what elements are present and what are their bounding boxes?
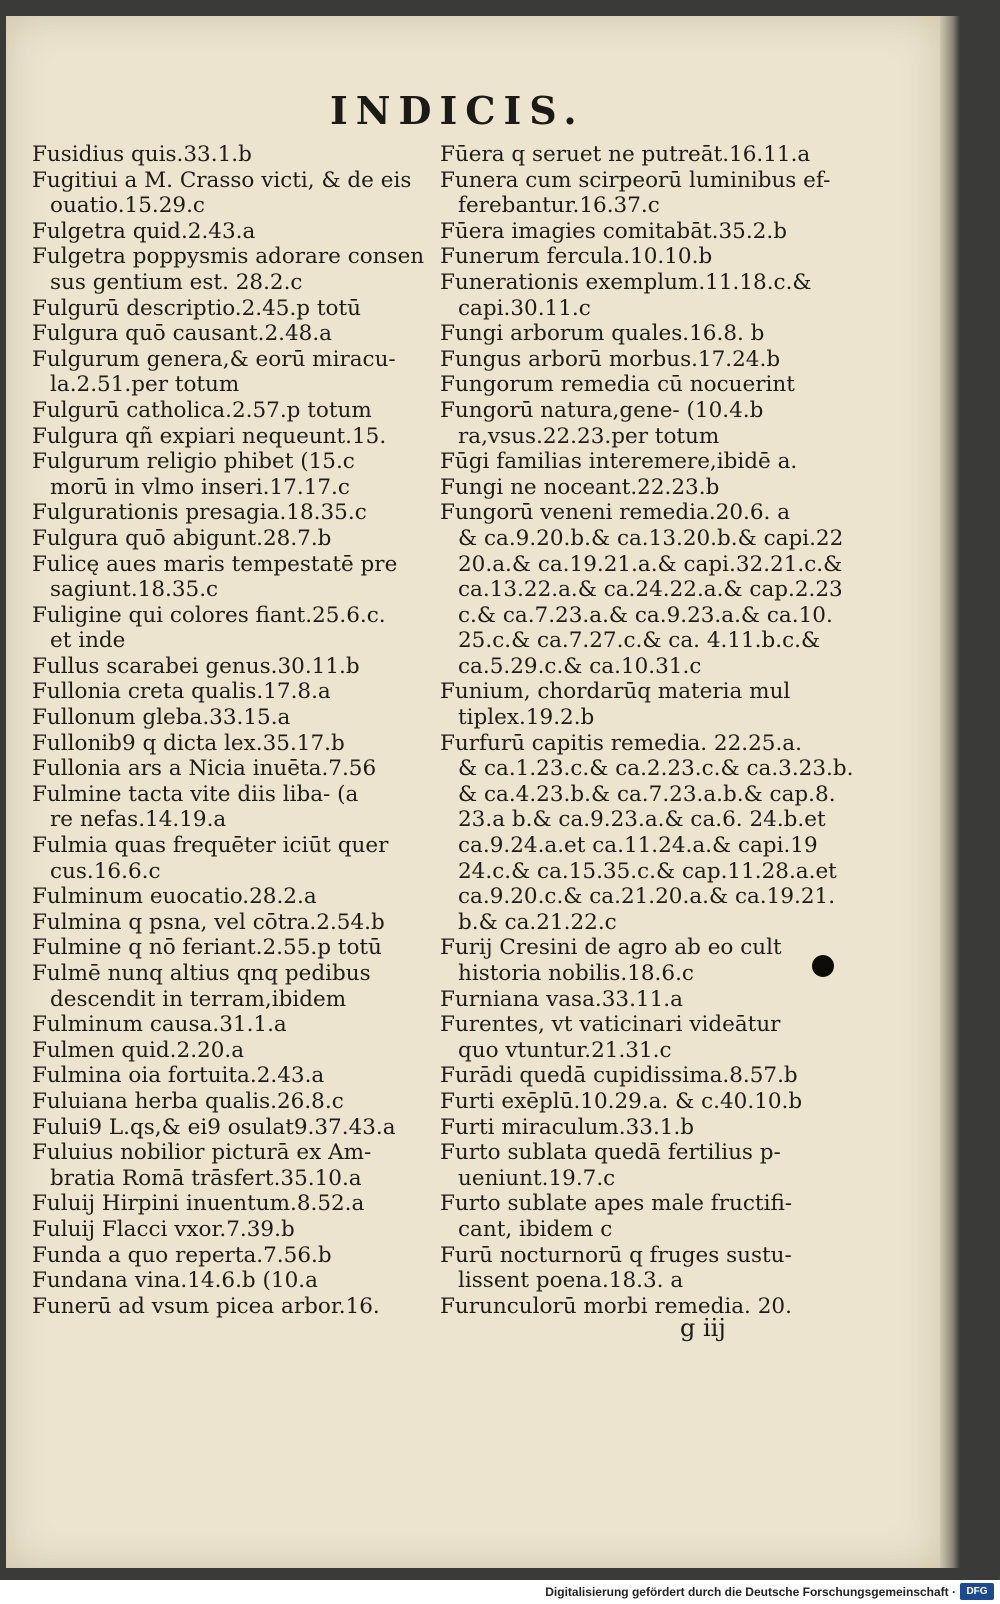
index-entry-line: ca.9.24.a.et ca.11.24.a.& capi.19 [458,833,818,859]
index-entry-line: Fului9 L.qs,& ei9 osulat9.37.43.a [32,1114,396,1140]
index-entry-line: Fūera imagies comitabāt.35.2.b [440,218,787,244]
index-entry-line: Fungi ne noceant.22.23.b [440,474,720,500]
index-entry-line: Furādi quedā cupidissima.8.57.b [440,1063,798,1089]
index-entry-line: Fulgurū catholica.2.57.p totum [32,397,372,423]
index-entry-line: ueniunt.19.7.c [458,1165,616,1191]
index-entry-line: Funerum fercula.10.10.b [440,244,713,270]
index-entry-line: Fulmina oia fortuita.2.43.a [32,1063,325,1089]
index-entry-line: Fugitiui a M. Crasso victi, & de eis [32,167,412,193]
index-entry-line: Fulgura qñ expiari nequeunt.15. [32,423,387,449]
index-entry-line: ca.5.29.c.& ca.10.31.c [458,653,702,679]
index-entry-line: sagiunt.18.35.c [50,577,219,603]
index-entry-line: Fūgi familias interemere,ibidē a. [440,449,798,475]
index-entry-line: Fungorū natura,gene- (10.4.b [440,397,764,423]
index-entry-line: re nefas.14.19.a [50,807,227,833]
index-entry-line: c.& ca.7.23.a.& ca.9.23.a.& ca.10. [458,602,833,628]
index-entry-line: cant, ibidem c [458,1216,613,1242]
index-entry-line: Fulmine q nō feriant.2.55.p totū [32,935,382,961]
index-entry-line: ferebantur.16.37.c [458,193,660,219]
dfg-logo: DFG [960,1583,994,1600]
index-entry-line: Fulmine tacta vite diis liba- (a [32,781,359,807]
index-entry-line: Funerū ad vsum picea arbor.16. [32,1293,380,1319]
digitization-footer [0,1580,1000,1604]
index-entry-line: ca.9.20.c.& ca.21.20.a.& ca.19.21. [458,884,836,910]
index-entry-line: Fulgurationis presagia.18.35.c [32,500,367,526]
index-entry-line: bratia Romā trāsfert.35.10.a [50,1165,362,1191]
index-entry-line: Fulgura quō abigunt.28.7.b [32,525,332,551]
index-entry-line: Fundana vina.14.6.b (10.a [32,1268,318,1294]
index-entry-line: Fulgetra quid.2.43.a [32,218,256,244]
index-entry-line: historia nobilis.18.6.c [458,961,694,986]
index-entry-line: Furto sublate apes male fructifi- [440,1191,793,1217]
index-entry-line: Fuluius nobilior picturā ex Am- [32,1140,372,1166]
index-entry-line: Fullonib9 q dicta lex.35.17.b [32,730,345,756]
index-entry-line: 20.a.& ca.19.21.a.& capi.32.21.c.& [458,551,843,577]
index-entry-line: Fullonum gleba.33.15.a [32,705,291,731]
index-entry-line: quo vtuntur.21.31.c [458,1037,672,1063]
index-entry-line: ca.13.22.a.& ca.24.22.a.& cap.2.23 [458,577,843,603]
index-entry-line: Fungorū veneni remedia.20.6. a [440,500,791,526]
signature-mark: g iij [680,1314,726,1342]
index-entry-line: Fusidius quis.33.1.b [32,142,252,167]
index-entry-line: tiplex.19.2.b [458,705,595,731]
index-entry-line: Furunculorū morbi remedia. 20. [440,1293,792,1319]
index-entry-line: Fulminum causa.31.1.a [32,1012,287,1038]
index-entry-line: Furti miraculum.33.1.b [440,1114,695,1140]
index-entry-line: cus.16.6.c [50,858,161,884]
ink-blot [812,955,834,977]
index-entry-line: Fullonia ars a Nicia inuēta.7.56 [32,756,377,782]
index-entry-line: 23.a b.& ca.9.23.a.& ca.6. 24.b.et [458,807,826,833]
index-entry-line: Fulmina q psna, vel cōtra.2.54.b [32,909,385,935]
index-entry-line: capi.30.11.c [458,295,591,321]
index-entry-line: Fuligine qui colores fiant.25.6.c. [32,602,386,628]
index-entry-line: ra,vsus.22.23.per totum [458,423,720,449]
index-entry-line: la.2.51.per totum [50,372,240,398]
page-edge [940,16,960,1568]
index-entry-line: & ca.1.23.c.& ca.2.23.c.& ca.3.23.b. [458,756,854,782]
index-entry-line: 24.c.& ca.15.35.c.& cap.11.28.a.et [458,858,837,884]
index-entry-line: Fungus arborū morbus.17.24.b [440,346,781,372]
index-entry-line: descendit in terram,ibidem [50,986,347,1012]
index-entry-line: Fungi arborum quales.16.8. b [440,321,765,347]
index-entry-line: Fūera q seruet ne putreāt.16.11.a [440,142,811,167]
index-entry-line: Fulgurum religio phibet (15.c [32,449,355,475]
index-entry-line: lissent poena.18.3. a [458,1268,684,1294]
index-entry-line: Furfurū capitis remedia. 22.25.a. [440,730,802,756]
index-entry-line: b.& ca.21.22.c [458,909,617,935]
index-entry-line: Fuluij Hirpini inuentum.8.52.a [32,1191,365,1217]
index-entry-line: Funera cum scirpeorū luminibus ef- [440,167,831,193]
index-entry-line: Fuluiana herba qualis.26.8.c [32,1088,344,1114]
left-index-column [32,142,424,1319]
index-entry-line: Furniana vasa.33.11.a [440,986,683,1012]
index-entry-line: Funerationis exemplum.11.18.c.& [440,269,812,295]
index-entry-line: Fulmia quas frequēter iciūt quer [32,833,389,859]
index-entry-line: Furto sublata quedā fertilius p- [440,1140,781,1166]
right-index-column [440,142,854,1319]
index-entry-line: Fulgurū descriptio.2.45.p totū [32,295,361,321]
index-entry-line: Furij Cresini de agro ab eo cult [440,935,782,961]
index-entry-line: Fulicę aues maris tempestatē pre [32,551,398,577]
index-entry-line: Fullus scarabei genus.30.11.b [32,653,360,679]
index-entry-line: Fulgetra poppysmis adorare consen [32,244,425,270]
index-entry-line: & ca.4.23.b.& ca.7.23.a.b.& cap.8. [458,781,836,807]
index-entry-line: Fulminum euocatio.28.2.a [32,884,317,910]
index-entry-line: Fulgurum genera,& eorū miracu- [32,346,396,372]
index-entry-line: Fullonia creta qualis.17.8.a [32,679,331,705]
index-entry-line: sus gentium est. 28.2.c [50,269,303,295]
index-entry-line: Furti exēplū.10.29.a. & c.40.10.b [440,1088,803,1114]
index-entry-line: ouatio.15.29.c [50,193,205,219]
running-head: INDICIS. [330,88,585,133]
index-entry-line: Furū nocturnorū q fruges sustu- [440,1242,792,1268]
index-entry-line: Fulmen quid.2.20.a [32,1037,245,1063]
index-entry-line: et inde [50,628,126,654]
index-entry-line: Funda a quo reperta.7.56.b [32,1242,332,1268]
index-entry-line: 25.c.& ca.7.27.c.& ca. 4.11.b.c.& [458,628,821,654]
footer-credit: Digitalisierung gefördert durch die Deutsche Forschungsgemeinschaft · [545,1585,956,1599]
index-entry-line: Funium, chordarūq materia mul [440,679,791,705]
index-entry-line: Furentes, vt vaticinari videātur [440,1012,781,1038]
index-entry-line: Fulmē nunq altius qnq pedibus [32,961,371,986]
index-entry-line: Fungorum remedia cū nocuerint [440,372,795,398]
index-entry-line: & ca.9.20.b.& ca.13.20.b.& capi.22 [458,525,844,551]
index-entry-line: Fulgura quō causant.2.48.a [32,321,332,347]
index-entry-line: morū in vlmo inseri.17.17.c [50,474,350,500]
index-entry-line: Fuluij Flacci vxor.7.39.b [32,1216,295,1242]
